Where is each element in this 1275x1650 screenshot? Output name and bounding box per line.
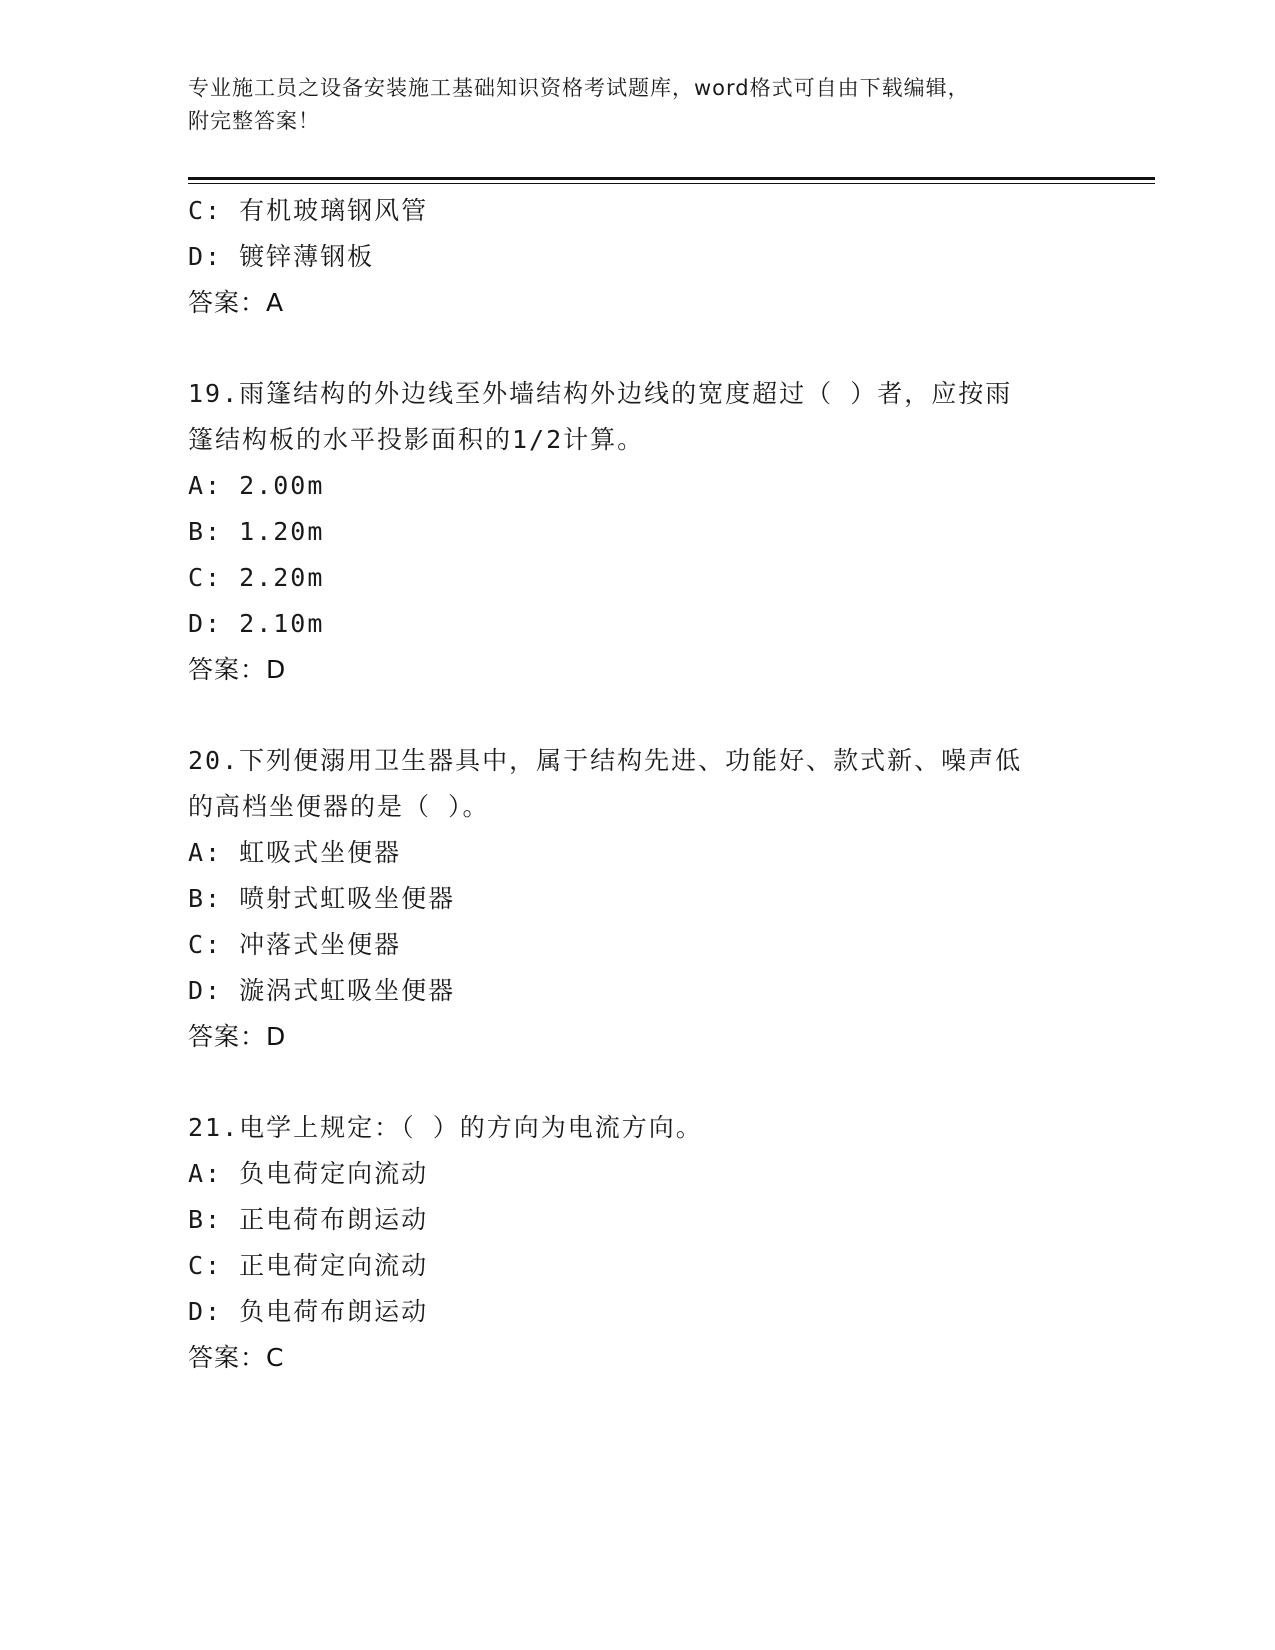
option-b: B: 喷射式虹吸坐便器 [188,884,456,913]
question-20 [188,738,1088,1060]
option-c: C: 冲落式坐便器 [188,930,402,959]
question-stem [188,738,1088,830]
answer-line: 答案：C [188,1343,285,1372]
question-21 [188,1105,1088,1381]
question-stem-line-2: 的高档坐便器的是（ ）。 [188,792,490,821]
option-a: A: 负电荷定向流动 [188,1159,429,1188]
spacer [188,326,1088,371]
option-c: C: 有机玻璃钢风管 [188,196,429,225]
option-a: A: 虹吸式坐便器 [188,838,402,867]
spacer [188,1060,1088,1105]
question-stem [188,1105,1088,1151]
option-b: B: 正电荷布朗运动 [188,1205,429,1234]
spacer [188,693,1088,738]
header-divider-thick [188,177,1155,180]
option-c: C: 正电荷定向流动 [188,1251,429,1280]
option-d: D: 负电荷布朗运动 [188,1297,429,1326]
option-d: D: 镀锌薄钢板 [188,242,375,271]
question-stem-line-1: 19.雨篷结构的外边线至外墙结构外边线的宽度超过（ ）者，应按雨 [188,379,1013,408]
question-carryover [188,188,1088,326]
question-stem [188,371,1088,463]
answer-line: 答案：D [188,1022,287,1051]
question-19 [188,371,1088,693]
option-d: D: 漩涡式虹吸坐便器 [188,976,456,1005]
answer-line: 答案：D [188,655,287,684]
question-list [188,188,1088,1381]
option-d: D: 2.10m [188,609,325,638]
header-divider-thin [188,183,1155,184]
question-stem-line-1: 21.电学上规定：（ ）的方向为电流方向。 [188,1113,703,1142]
document-header [188,72,1088,138]
option-a: A: 2.00m [188,471,325,500]
answer-line: 答案：A [188,288,285,317]
option-c: C: 2.20m [188,563,325,592]
question-stem-line-2: 篷结构板的水平投影面积的1/2计算。 [188,425,645,454]
question-stem-line-1: 20.下列便溺用卫生器具中，属于结构先进、功能好、款式新、噪声低 [188,746,1023,775]
header-line-2: 附完整答案！ [188,109,320,133]
option-b: B: 1.20m [188,517,325,546]
header-line-1: 专业施工员之设备安装施工基础知识资格考试题库，word格式可自由下载编辑， [188,76,970,100]
